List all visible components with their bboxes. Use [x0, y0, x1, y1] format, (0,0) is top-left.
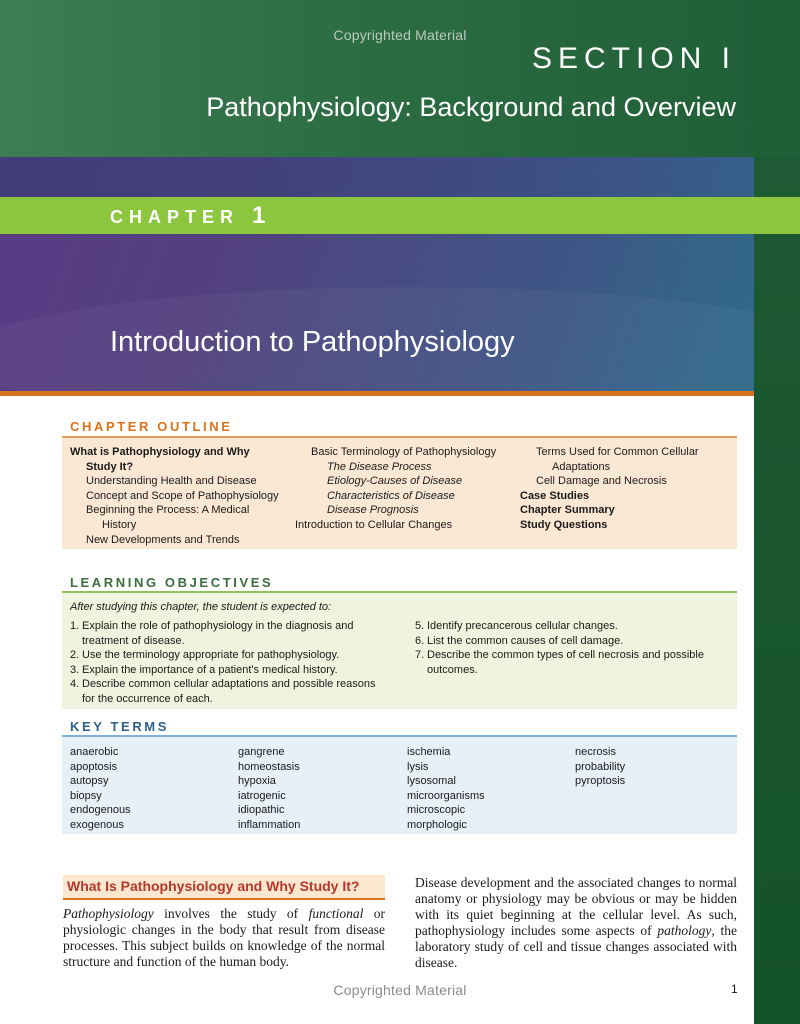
- chapter-outline-box: [62, 436, 737, 549]
- objective-item: [70, 663, 376, 678]
- objective-number: 6.: [415, 634, 425, 647]
- outline-item: What is Pathophysiology and Why: [70, 446, 250, 458]
- key-term: hypoxia: [238, 775, 276, 788]
- key-terms-column-1: [70, 745, 131, 833]
- objective-line: Explain the role of pathophysiology in the diagnosis and: [82, 620, 354, 632]
- italic-term: Pathophysiology: [63, 906, 154, 921]
- chapter-outline-heading: CHAPTER OUTLINE: [70, 419, 233, 434]
- key-term: exogenous: [70, 818, 124, 831]
- key-term: inflammation: [238, 818, 301, 831]
- key-terms-column-3: [407, 745, 485, 833]
- watermark-bottom: Copyrighted Material: [333, 982, 467, 998]
- objective-line: Describe the common types of cell necrosis and possible: [427, 649, 704, 662]
- outline-column-2: [295, 445, 496, 533]
- outline-item: Understanding Health and Disease: [86, 475, 257, 488]
- outline-item: Case Studies: [520, 489, 590, 502]
- key-terms-box: [62, 735, 737, 834]
- outline-item: The Disease Process: [327, 460, 432, 473]
- key-term: ischemia: [407, 746, 451, 758]
- objective-number: 4.: [70, 678, 80, 691]
- key-term: microscopic: [407, 804, 466, 817]
- objective-text: [427, 619, 618, 634]
- key-term: idiopathic: [238, 804, 285, 817]
- page-edge-strip: [754, 157, 800, 1024]
- section-title: Pathophysiology: Background and Overview: [206, 92, 736, 122]
- objective-line: Describe common cellular adaptations and possible reasons: [82, 678, 376, 691]
- body-section-heading: What Is Pathophysiology and Why Study It?: [63, 875, 385, 900]
- key-term: homeostasis: [238, 760, 300, 773]
- key-term: apoptosis: [70, 760, 118, 773]
- key-term: necrosis: [575, 746, 616, 758]
- key-term: biopsy: [70, 789, 102, 802]
- outline-column-3: [520, 445, 699, 533]
- outline-item: Disease Prognosis: [327, 504, 419, 517]
- objective-item: [415, 634, 704, 649]
- objective-text: [82, 648, 339, 663]
- objective-number: 2.: [70, 649, 80, 662]
- italic-term: functional: [308, 906, 364, 921]
- learning-objectives-heading: LEARNING OBJECTIVES: [70, 575, 274, 590]
- chapter-label: [110, 202, 265, 230]
- key-term: microorganisms: [407, 789, 485, 802]
- key-term: lysis: [407, 760, 429, 773]
- chapter-title: Introduction to Pathophysiology: [110, 326, 515, 358]
- section-label: SECTION I: [531, 42, 736, 75]
- hero-rule: [0, 391, 754, 396]
- key-term: anaerobic: [70, 746, 119, 758]
- objective-text: [427, 648, 704, 677]
- outline-item: Study Questions: [520, 518, 608, 531]
- outline-item: Etiology-Causes of Disease: [327, 475, 463, 488]
- objective-item: [70, 619, 376, 648]
- objective-number: 7.: [415, 649, 425, 662]
- outline-item: Introduction to Cellular Changes: [295, 518, 453, 531]
- objectives-left-column: [70, 619, 376, 707]
- italic-term: pathology: [657, 923, 712, 938]
- objective-text: [427, 634, 623, 649]
- objective-item: [415, 648, 704, 677]
- objective-item: [70, 648, 376, 663]
- text-run: involves the study of: [153, 906, 309, 921]
- objective-line: Explain the importance of a patient's medical history.: [82, 663, 338, 676]
- objective-line: Identify precancerous cellular changes.: [427, 620, 618, 632]
- outline-item: Chapter Summary: [520, 504, 615, 517]
- outline-item: Characteristics of Disease: [327, 489, 455, 502]
- key-term: endogenous: [70, 804, 131, 817]
- objective-number: 3.: [70, 663, 80, 676]
- outline-column-1: [70, 445, 279, 547]
- key-terms-column-2: [238, 745, 300, 833]
- objective-text: [82, 619, 354, 648]
- key-term: pyroptosis: [575, 775, 626, 788]
- text-run: or physiologic changes in the body that result from disease processes. This subject builds on knowledge of the normal structure and function of the human body.: [63, 906, 385, 969]
- body-paragraph-left: [63, 906, 385, 970]
- section-banner: [0, 0, 800, 157]
- key-term: lysosomal: [407, 775, 456, 788]
- learning-objectives-box: [62, 591, 737, 709]
- objectives-intro: After studying this chapter, the student is expected to:: [70, 601, 332, 613]
- outline-item: Study It?: [86, 460, 134, 473]
- outline-item: Cell Damage and Necrosis: [536, 475, 667, 488]
- objective-item: [70, 677, 376, 706]
- key-term: probability: [575, 760, 626, 773]
- text-run: , the laboratory study of cell and tissue changes associated with disease.: [415, 923, 737, 970]
- text-run: Disease development and the associated changes to normal anatomy or physiology may be obvious or may be hidden with its quiet beginning at the cellular level. As such, pathophysiology includes some aspects of: [415, 875, 737, 938]
- objective-line: treatment of disease.: [82, 634, 185, 647]
- objective-text: [82, 663, 338, 678]
- watermark-top: Copyrighted Material: [333, 27, 467, 43]
- chapter-label-text: CHAPTER: [110, 207, 240, 227]
- objective-line: for the occurrence of each.: [82, 692, 213, 705]
- outline-item: Basic Terminology of Pathophysiology: [311, 446, 497, 458]
- key-term: gangrene: [238, 746, 285, 758]
- key-term: morphologic: [407, 818, 467, 831]
- page-number: 1: [731, 982, 738, 996]
- objective-line: outcomes.: [427, 663, 478, 676]
- chapter-number: 1: [252, 202, 266, 229]
- objective-number: 5.: [415, 620, 425, 632]
- objective-item: [415, 619, 704, 634]
- objective-text: [82, 677, 376, 706]
- objectives-right-column: [415, 619, 704, 677]
- outline-item: Adaptations: [552, 460, 611, 473]
- key-term: autopsy: [70, 775, 109, 788]
- key-terms-column-4: [575, 745, 625, 789]
- outline-item: History: [102, 518, 137, 531]
- body-paragraph-right: [415, 875, 737, 971]
- objective-number: 1.: [70, 620, 80, 632]
- outline-item: New Developments and Trends: [86, 533, 240, 546]
- objective-line: Use the terminology appropriate for pathophysiology.: [82, 649, 340, 662]
- outline-item: Terms Used for Common Cellular: [536, 446, 699, 458]
- outline-item: Beginning the Process: A Medical: [86, 504, 250, 517]
- objective-line: List the common causes of cell damage.: [427, 634, 624, 647]
- key-terms-heading: KEY TERMS: [70, 719, 170, 734]
- key-term: iatrogenic: [238, 789, 286, 802]
- outline-item: Concept and Scope of Pathophysiology: [86, 489, 279, 502]
